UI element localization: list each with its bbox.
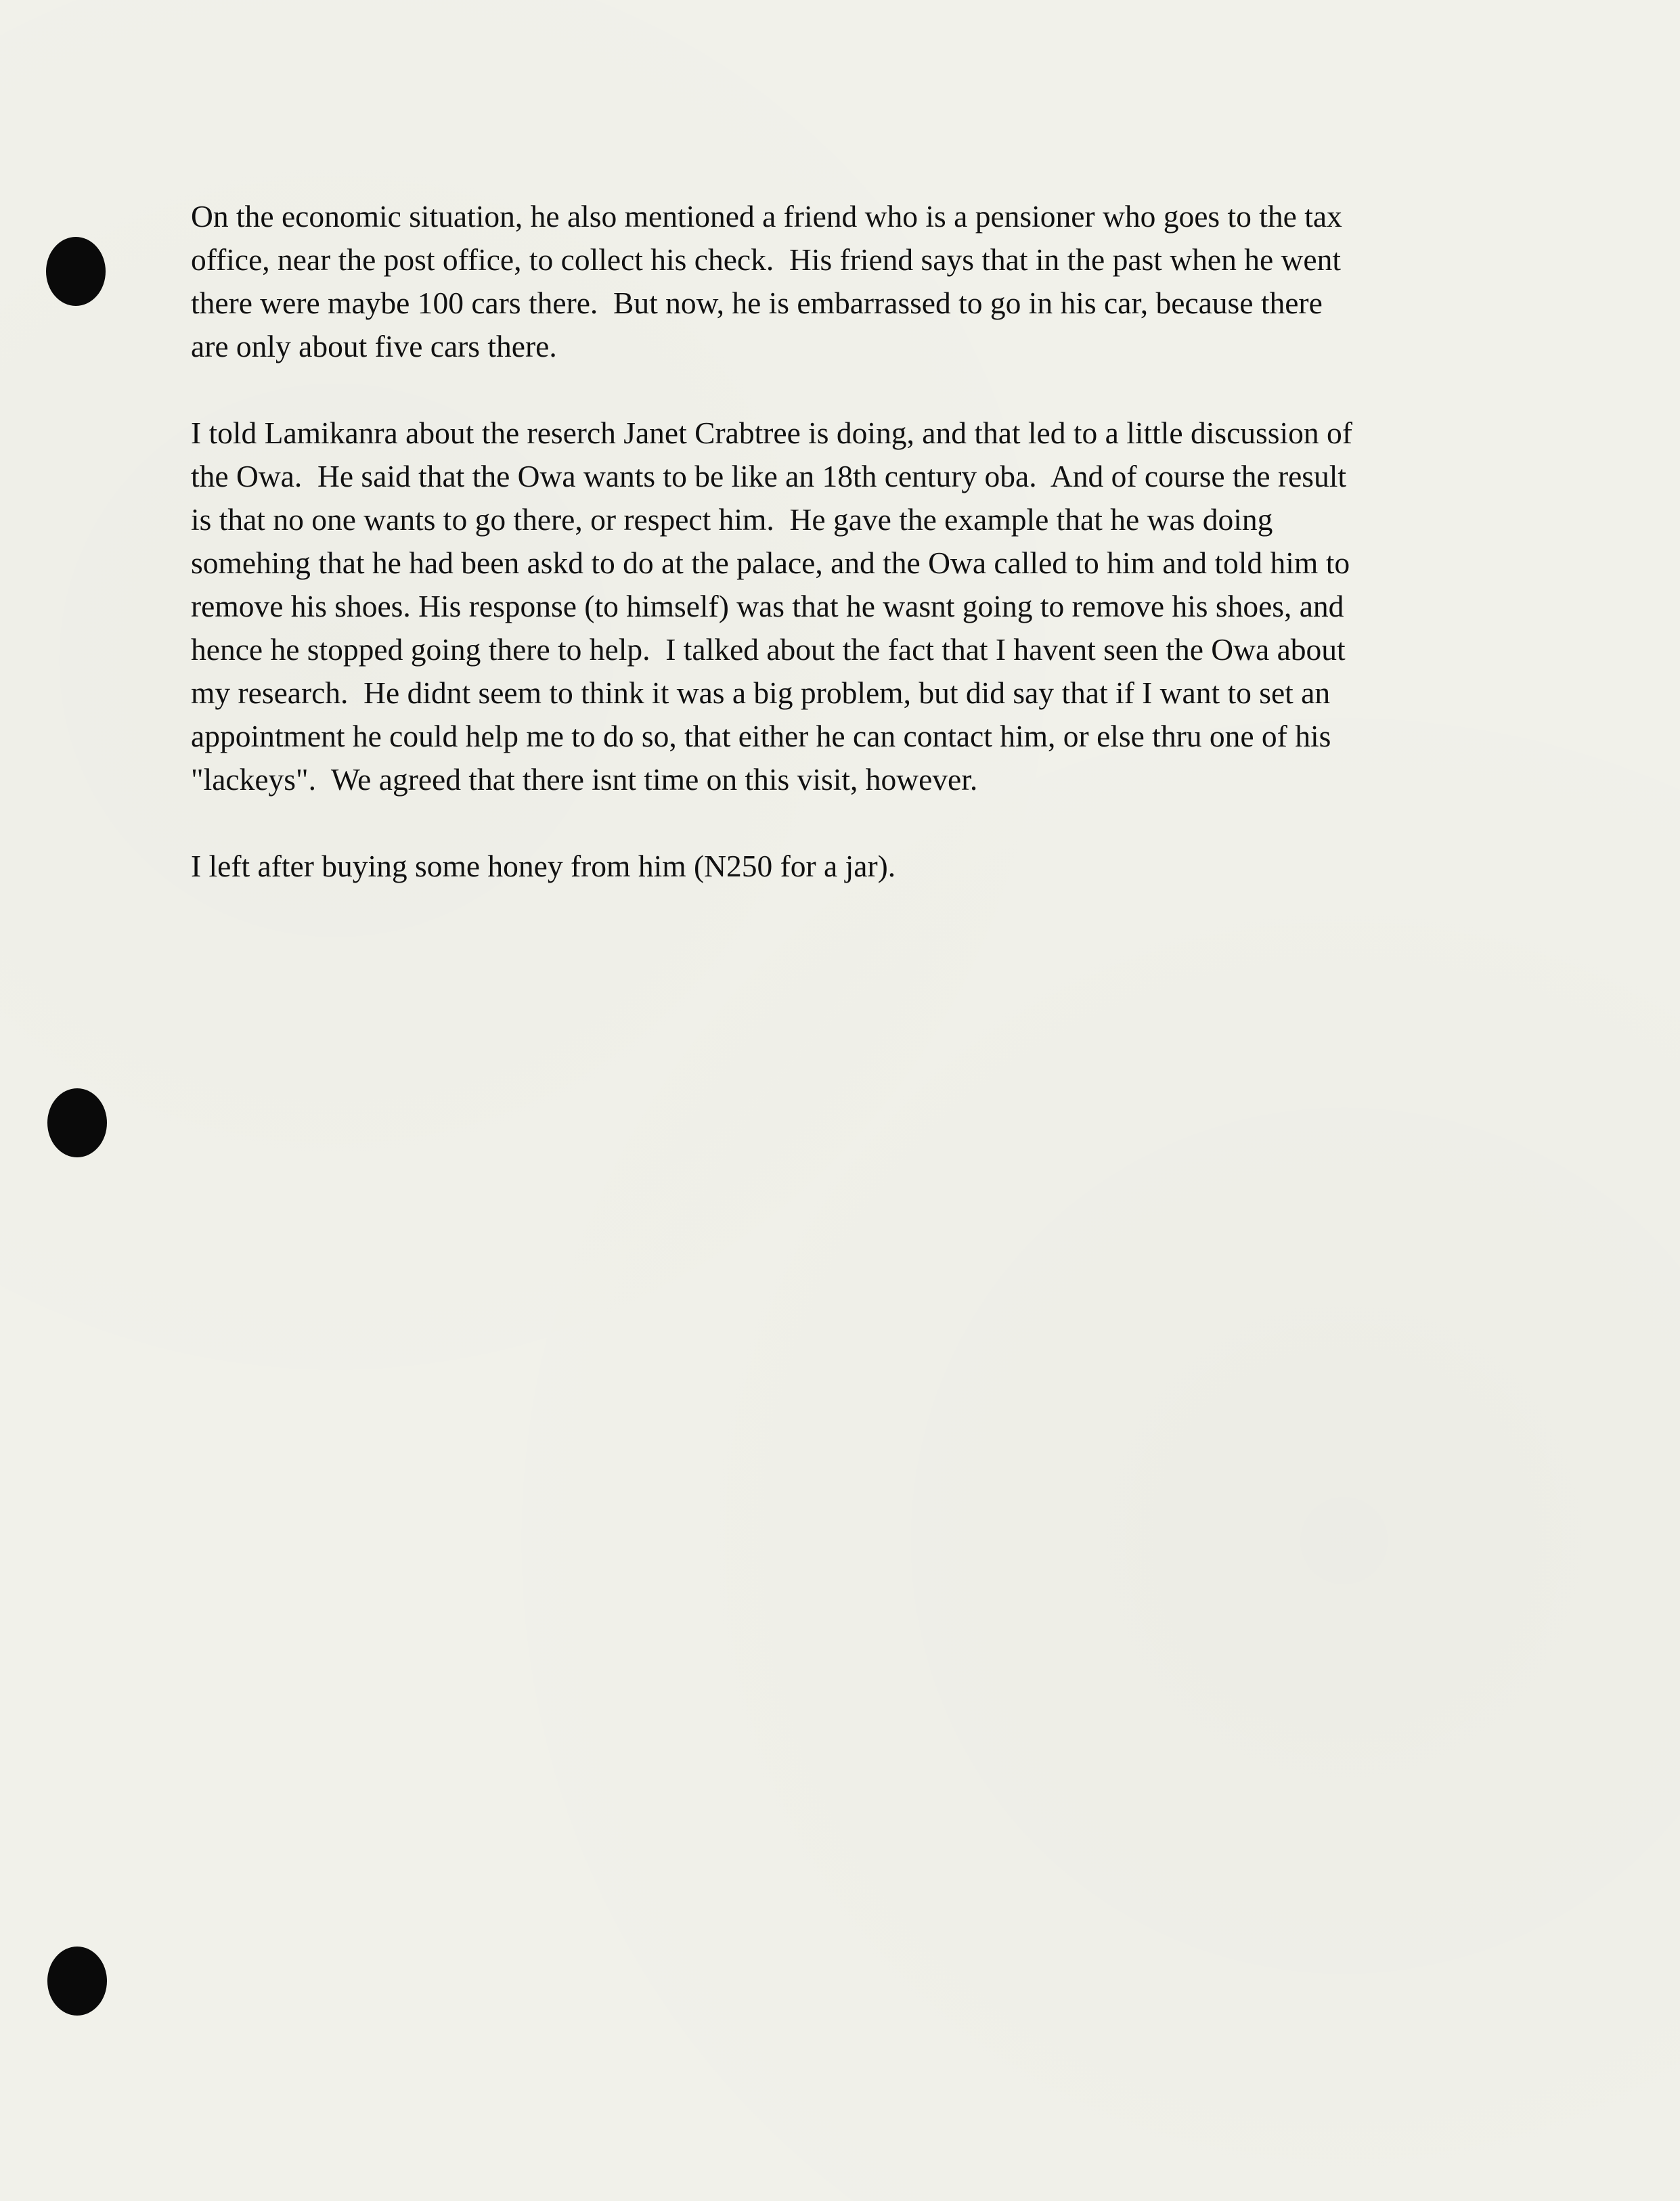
text-line: I left after buying some honey from him (N250 for a jar). bbox=[191, 849, 896, 883]
text-line: I told Lamikanra about the reserch Janet Crabtree is doing, and that led to a little discussion of bbox=[191, 416, 1352, 450]
text-line: somehing that he had been askd to do at the palace, and the Owa called to him and told him to bbox=[191, 546, 1350, 580]
text-line: is that no one wants to go there, or respect him. He gave the example that he was doing bbox=[191, 502, 1273, 537]
text-line: the Owa. He said that the Owa wants to be like an 18th century oba. And of course the result bbox=[191, 459, 1347, 493]
punch-hole-bottom bbox=[47, 1947, 107, 2016]
punch-hole-top bbox=[46, 237, 106, 306]
paragraph-economic-situation bbox=[191, 195, 1490, 368]
text-line: my research. He didnt seem to think it was a big problem, but did say that if I want to set an bbox=[191, 675, 1331, 710]
paragraph-owa-discussion bbox=[191, 412, 1490, 801]
text-line: office, near the post office, to collect his check. His friend says that in the past when he went bbox=[191, 242, 1341, 277]
text-line: are only about five cars there. bbox=[191, 329, 557, 363]
paragraph-honey bbox=[191, 845, 1490, 888]
text-line: remove his shoes. His response (to himself) was that he wasnt going to remove his shoes, and bbox=[191, 589, 1344, 623]
text-line: "lackeys". We agreed that there isnt time on this visit, however. bbox=[191, 762, 978, 797]
text-line: On the economic situation, he also mentioned a friend who is a pensioner who goes to the tax bbox=[191, 199, 1342, 234]
text-line: there were maybe 100 cars there. But now, he is embarrassed to go in his car, because there bbox=[191, 286, 1323, 320]
punch-hole-middle bbox=[47, 1088, 107, 1157]
text-line: appointment he could help me to do so, that either he can contact him, or else thru one of his bbox=[191, 719, 1331, 753]
document-text bbox=[191, 195, 1490, 931]
text-line: hence he stopped going there to help. I talked about the fact that I havent seen the Owa about bbox=[191, 632, 1346, 667]
